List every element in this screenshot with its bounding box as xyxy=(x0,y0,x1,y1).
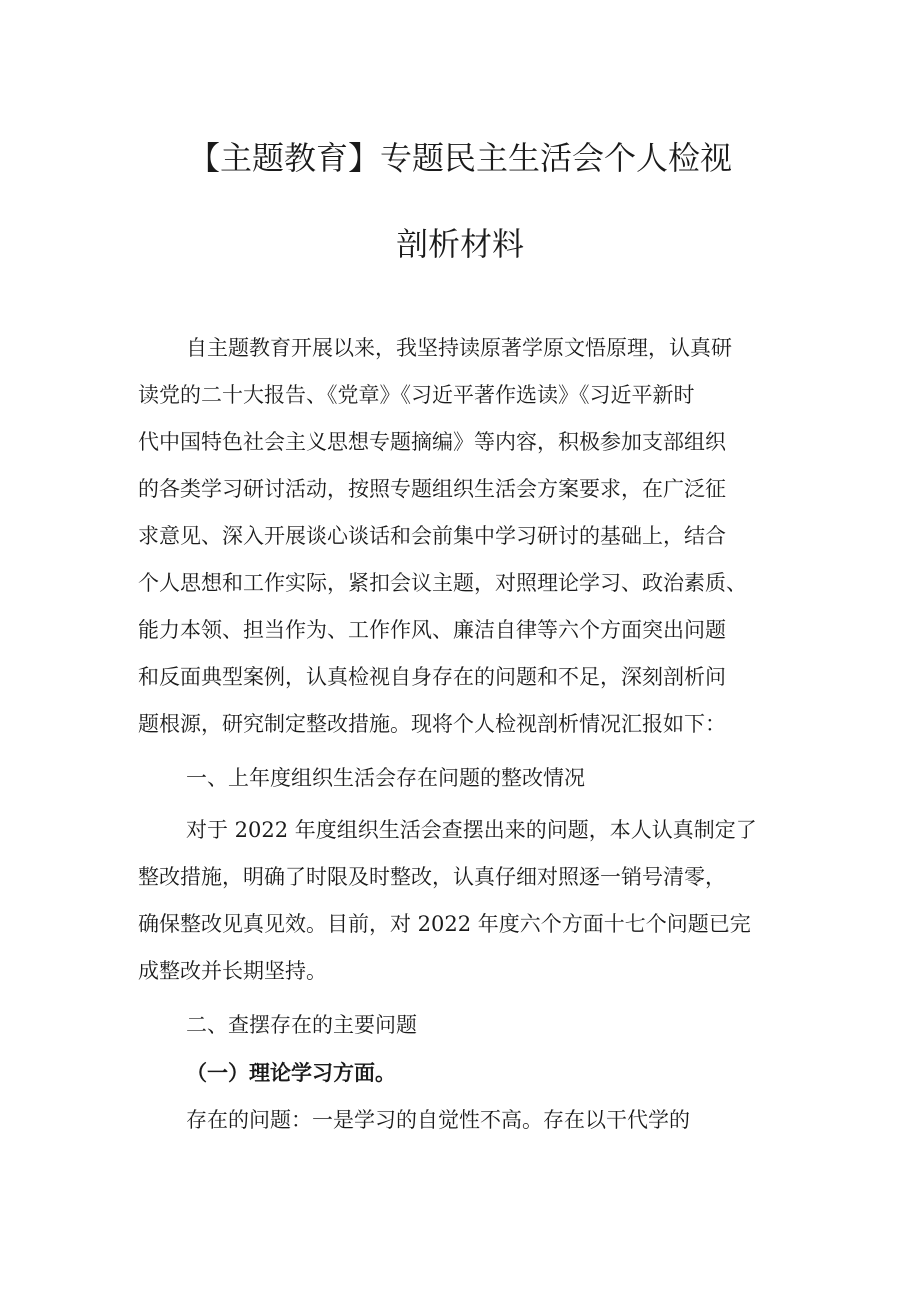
section-1-paragraph-line: 整改措施，明确了时限及时整改，认真仔细对照逐一销号清零， xyxy=(138,865,726,889)
document-title-line-2: 剖析材料 xyxy=(395,225,524,263)
intro-paragraph-line: 和反面典型案例，认真检视自身存在的问题和不足，深刻剖析问 xyxy=(138,665,726,689)
intro-paragraph-line: 求意见、深入开展谈心谈话和会前集中学习研讨的基础上，结合 xyxy=(138,524,726,548)
subsection-1-paragraph-line: 存在的问题：一是学习的自觉性不高。存在以干代学的 xyxy=(186,1108,690,1132)
section-1-paragraph-line: 成整改并长期坚持。 xyxy=(138,959,327,983)
intro-paragraph-line: 自主题教育开展以来，我坚持读原著学原文悟原理，认真研 xyxy=(186,336,732,360)
intro-paragraph-line: 读党的二十大报告、《党章》《习近平著作选读》《习近平新时 xyxy=(138,383,695,407)
intro-paragraph-line: 题根源，研究制定整改措施。现将个人检视剖析情况汇报如下： xyxy=(138,712,726,736)
intro-paragraph-line: 的各类学习研讨活动，按照专题组织生活会方案要求，在广泛征 xyxy=(138,477,726,501)
intro-paragraph-line: 能力本领、担当作为、工作作风、廉洁自律等六个方面突出问题 xyxy=(138,618,726,642)
subsection-1-heading: （一）理论学习方面。 xyxy=(186,1060,396,1085)
section-1-paragraph-line: 确保整改见真见效。目前，对 2022 年度六个方面十七个问题已完 xyxy=(138,912,751,936)
section-1-paragraph-line: 对于 2022 年度组织生活会查摆出来的问题，本人认真制定了 xyxy=(186,818,757,842)
section-1-heading: 一、上年度组织生活会存在问题的整改情况 xyxy=(186,766,585,790)
intro-paragraph-line: 个人思想和工作实际，紧扣会议主题，对照理论学习、政治素质、 xyxy=(138,571,747,595)
intro-paragraph-line: 代中国特色社会主义思想专题摘编》等内容，积极参加支部组织 xyxy=(138,430,726,454)
section-2-heading: 二、查摆存在的主要问题 xyxy=(186,1013,417,1037)
document-title-line-1: 【主题教育】专题民主生活会个人检视 xyxy=(187,139,732,177)
